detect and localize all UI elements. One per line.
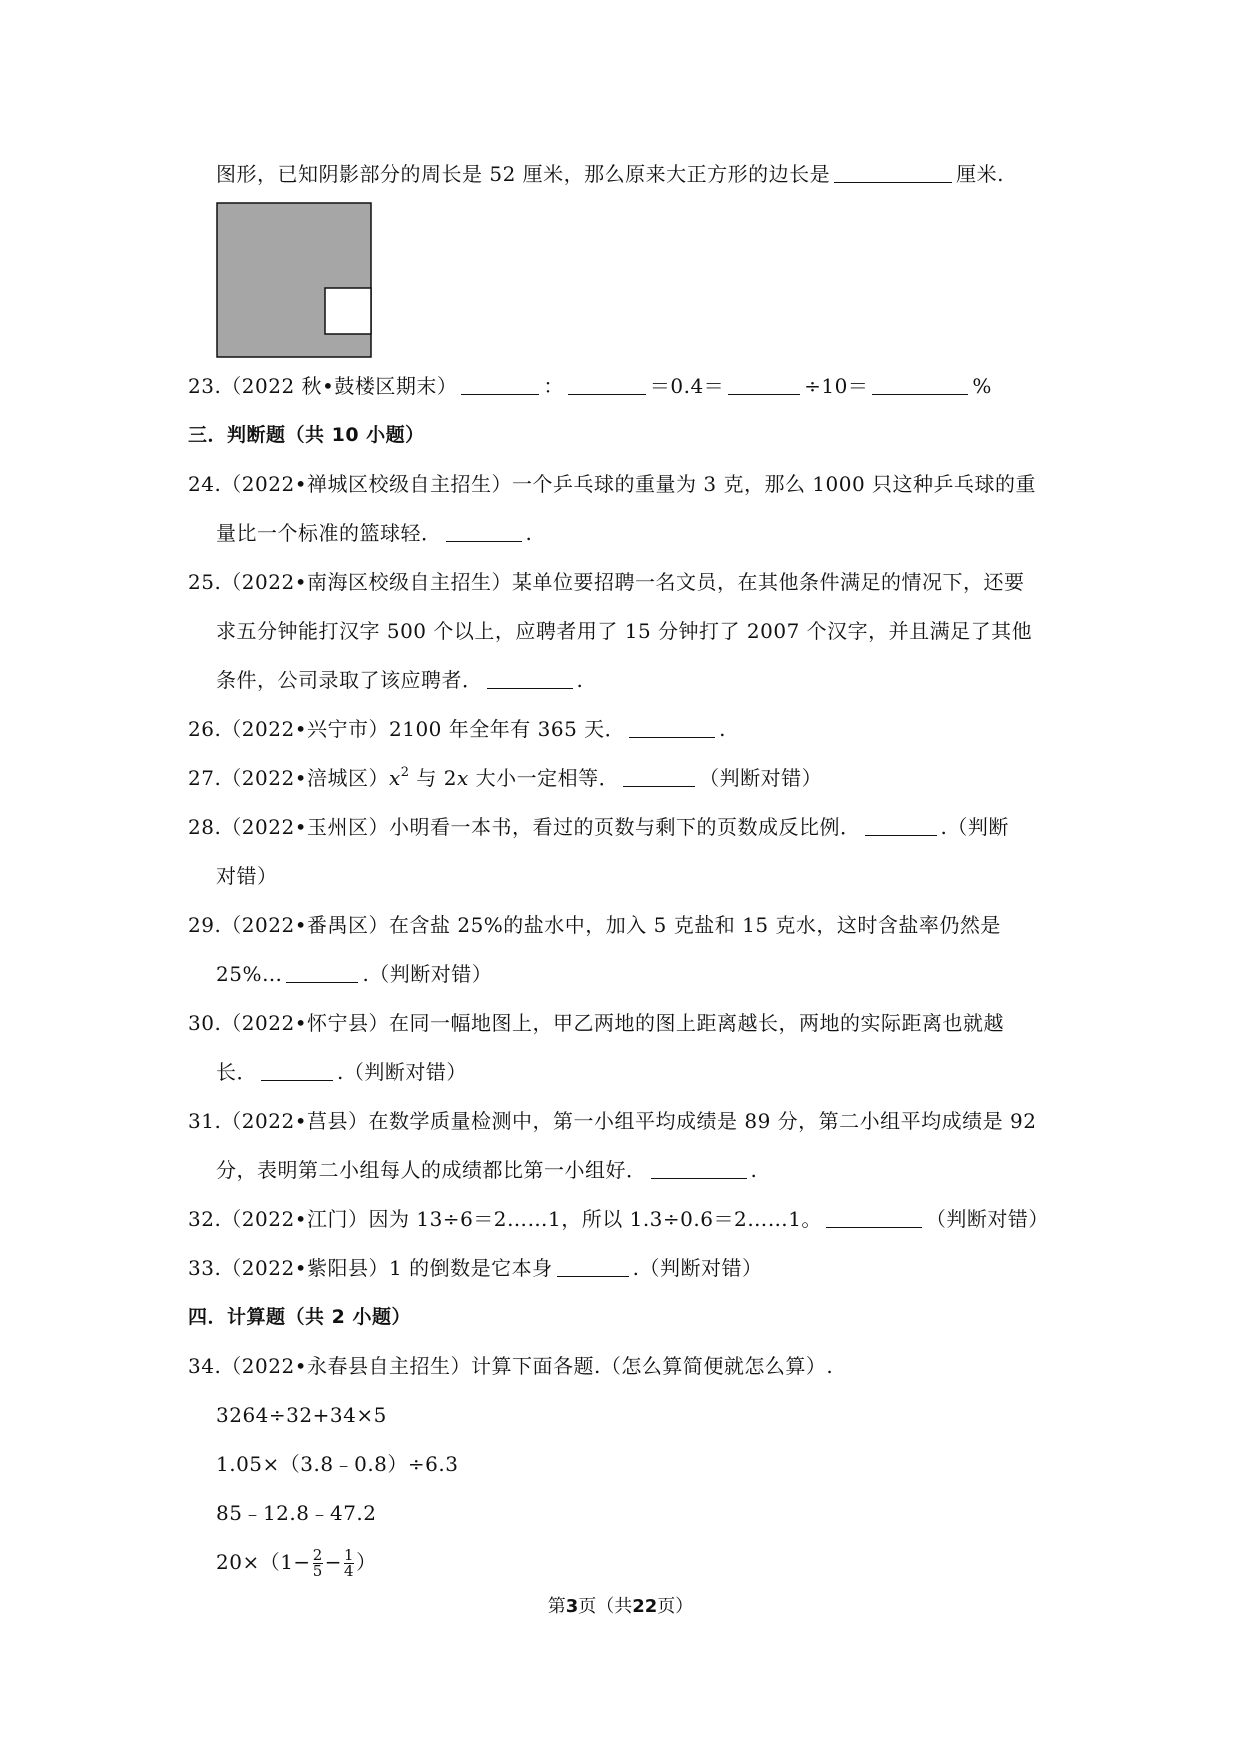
footer-pre: 第 [547,1596,566,1617]
answer-blank[interactable] [286,962,358,983]
q23-eq1: ＝0.4＝ [649,374,725,398]
q23-colon: ： [543,374,564,398]
answer-blank[interactable] [461,374,539,395]
q25-end: . [576,668,584,692]
q27-prefix: 27.（2022•涪城区） [188,766,390,790]
answer-blank[interactable] [568,374,646,395]
section-4-title: 四．计算题（共 2 小题） [188,1306,411,1328]
q28-suffix: .（判断 [940,815,1009,839]
q31-line2 [216,1156,757,1184]
frac-den: 4 [344,1562,355,1580]
q22-text: 图形，已知阴影部分的周长是 52 厘米，那么原来大正方形的边长是 [216,162,831,186]
answer-blank[interactable] [865,815,937,836]
q34-e4-suffix: ） [356,1550,377,1574]
q31-line1: 31.（2022•莒县）在数学质量检测中，第一小组平均成绩是 89 分，第二小组平均成绩是 92 [188,1109,1037,1133]
q33-line [188,1254,762,1282]
q31-end: . [750,1158,758,1182]
footer-mid: 页（共 [578,1596,633,1617]
q24-line2 [216,519,532,547]
q30-line2 [216,1058,467,1086]
q29-text: 25%… [216,962,283,986]
frac-num: 2 [312,1546,323,1564]
q34-expr-3: 85﹣12.8﹣47.2 [216,1501,377,1525]
q24-text: 量比一个标准的篮球轻． [216,521,442,545]
q30-line1: 30.（2022•怀宁县）在同一幅地图上，甲乙两地的图上距离越长，两地的实际距离也就越 [188,1011,1005,1035]
footer-post: 页） [657,1596,694,1617]
answer-blank[interactable] [261,1060,333,1081]
q23-pct: % [972,374,992,398]
q29-line2 [216,960,492,988]
fraction-2-5 [313,1548,323,1579]
answer-blank[interactable] [826,1207,922,1228]
q34-expr-4 [216,1548,377,1579]
q23-prefix: 23.（2022 秋•鼓楼区期末） [188,374,458,398]
q25-line3 [216,666,583,694]
q30-suffix: .（判断对错） [337,1060,467,1084]
q27-rest: 大小一定相等． [468,766,620,790]
q29-suffix: .（判断对错） [362,962,493,986]
q34-expr-2: 1.05×（3.8﹣0.8）÷6.3 [216,1452,459,1476]
answer-blank[interactable] [651,1158,747,1179]
frac-num: 1 [344,1546,355,1564]
q33-text: 33.（2022•紫阳县）1 的倒数是它本身 [188,1256,553,1280]
q25-line2: 求五分钟能打汉字 500 个以上，应聘者用了 15 分钟打了 2007 个汉字，并且满足了其他 [216,619,1033,643]
q30-text: 长． [216,1060,257,1084]
q32-line [188,1205,1049,1233]
section-3-title: 三．判断题（共 10 小题） [188,424,425,446]
answer-blank[interactable] [623,766,695,787]
q23-div: ÷10＝ [804,374,869,398]
answer-blank[interactable] [872,374,968,395]
q23-line [188,372,992,400]
answer-blank[interactable] [557,1256,629,1277]
answer-blank[interactable] [728,374,800,395]
q27-sup: 2 [400,765,410,780]
q25-text: 条件，公司录取了该应聘者． [216,668,483,692]
q27-var2: x [457,766,469,790]
q28-line2: 对错） [216,864,278,888]
answer-blank[interactable] [629,717,715,738]
q34-expr-1: 3264÷32+34×5 [216,1403,387,1427]
q22-suffix: 厘米. [956,162,1005,186]
q26-line [188,715,726,743]
q26-text: 26.（2022•兴宁市）2100 年全年有 365 天． [188,717,626,741]
q26-end: . [719,717,727,741]
q28-text: 28.（2022•玉州区）小明看一本书，看过的页数与剩下的页数成反比例． [188,815,861,839]
q27-suffix: （判断对错） [699,766,823,790]
q31-text: 分，表明第二小组每人的成绩都比第一小组好． [216,1158,647,1182]
q28-line1 [188,813,1009,841]
q29-line1: 29.（2022•番禺区）在含盐 25%的盐水中，加入 5 克盐和 15 克水，这时含盐率仍然是 [188,913,1001,937]
q22-line [216,160,1004,188]
q27-mid: 与 2 [409,766,458,790]
q34-intro: 34.（2022•永春县自主招生）计算下面各题.（怎么算简便就怎么算）. [188,1354,834,1378]
q24-end: . [525,521,533,545]
page-number: 3 [565,1596,579,1617]
page-footer [0,1592,1241,1618]
fraction-1-4 [344,1548,354,1579]
q34-e4-prefix: 20×（1− [216,1550,311,1574]
answer-blank[interactable] [446,521,522,542]
q25-line1: 25.（2022•南海区校级自主招生）某单位要招聘一名文员，在其他条件满足的情况下，还要 [188,570,1025,594]
frac-den: 5 [312,1562,323,1580]
shaded-square-figure [216,202,374,360]
small-square-cutout [325,288,371,334]
q33-suffix: .（判断对错） [632,1256,763,1280]
q32-text: 32.（2022•江门）因为 13÷6＝2……1，所以 1.3÷0.6＝2……1。 [188,1207,822,1231]
minus-sign: − [324,1550,343,1574]
total-pages: 22 [632,1596,658,1617]
answer-blank[interactable] [487,668,573,689]
q32-suffix: （判断对错） [925,1207,1049,1231]
answer-blank[interactable] [834,162,952,183]
q27-line [188,764,822,792]
q27-var: x [389,766,401,790]
q24-line1: 24.（2022•禅城区校级自主招生）一个乒乓球的重量为 3 克，那么 1000 只这种乒乓球的重 [188,472,1037,496]
